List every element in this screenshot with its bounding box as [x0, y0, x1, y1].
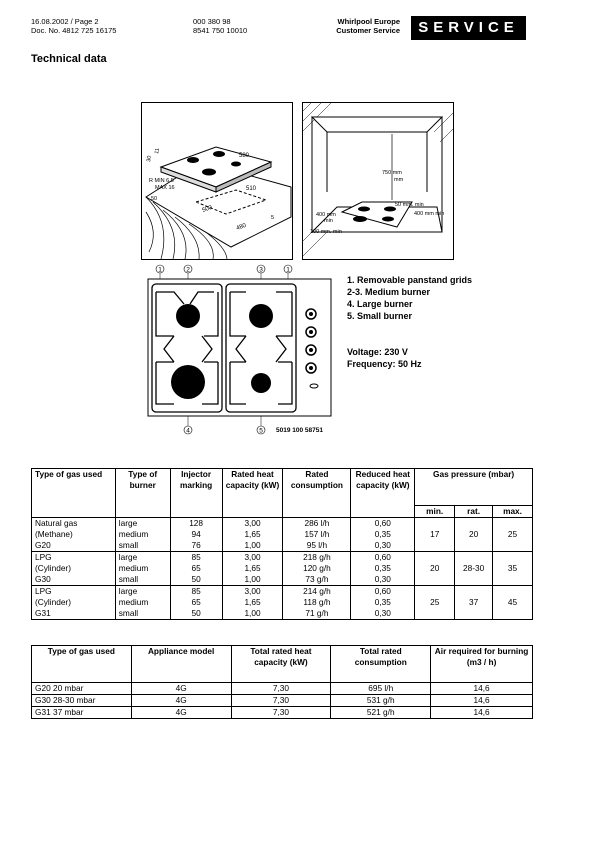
heat-cell-line: 3,00 [244, 518, 261, 528]
svg-text:30: 30 [146, 155, 154, 163]
reduced-cell-line: 0,30 [374, 608, 391, 618]
reduced-cell-line: 0,35 [374, 563, 391, 573]
page-title: Technical data [31, 53, 107, 65]
consumption-cell-line: 286 l/h [304, 518, 330, 528]
model-cell: 4G [131, 695, 231, 707]
pressure-max-cell: 35 [493, 552, 533, 586]
reduced-cell-line: 0,35 [374, 529, 391, 539]
gas-type-cell-line: G30 [35, 574, 51, 584]
heat-cell-line: 1,65 [244, 563, 261, 573]
part-number: 5019 100 58751 [276, 427, 323, 434]
burner-cell-line: large [118, 518, 138, 528]
heat-cell-line: 1,00 [244, 574, 261, 584]
burner-cell-line: medium [118, 529, 149, 539]
appliance-table [31, 645, 533, 719]
code-1: 000 380 98 [193, 17, 231, 26]
table-row [32, 695, 533, 707]
header2-model: Appliance model [131, 646, 231, 683]
clearance-drawing [302, 102, 454, 260]
pressure-rat-cell: 37 [455, 586, 493, 620]
heat-cell-line: 1,65 [244, 529, 261, 539]
gas-type-cell-line: LPG [35, 586, 52, 596]
reduced-cell [351, 552, 415, 586]
reduced-cell-line: 0,35 [374, 597, 391, 607]
frequency: Frequency: 50 Hz [347, 359, 422, 369]
brand-line-1: Whirlpool Europe [337, 17, 400, 26]
consumption-cell-line: 157 l/h [304, 529, 330, 539]
consumption-cell: 531 g/h [331, 695, 431, 707]
svg-text:100 mm. min: 100 mm. min [310, 229, 342, 235]
model-cell: 4G [131, 707, 231, 719]
header-max: max. [493, 506, 533, 518]
model-cell: 4G [131, 683, 231, 695]
gas-type-cell [32, 552, 116, 586]
gas-type-cell [32, 586, 116, 620]
gas-type-cell-line: G20 [35, 540, 51, 550]
legend-item-3: 4. Large burner [347, 299, 413, 309]
consumption-cell-line: 71 g/h [305, 608, 329, 618]
header-min: min. [415, 506, 455, 518]
table-row [32, 586, 533, 620]
heat-cell-line: 1,00 [244, 608, 261, 618]
svg-text:580: 580 [239, 153, 250, 159]
date-page: 16.08.2002 / Page 2 [31, 17, 99, 26]
burner-cell-line: medium [118, 563, 149, 573]
header2-heat: Total rated heat capacity (kW) [231, 646, 331, 683]
svg-text:400 mm min: 400 mm min [414, 211, 445, 217]
air-cell: 14,6 [431, 707, 533, 719]
injector-cell-line: 50 [191, 608, 201, 618]
heat-cell: 7,30 [231, 683, 331, 695]
consumption-cell [283, 586, 351, 620]
burner-cell [115, 518, 170, 552]
pressure-min-cell: 25 [415, 586, 455, 620]
gas-type-cell-line: Natural gas [35, 518, 78, 528]
legend [347, 274, 472, 370]
burner-cell-line: medium [118, 597, 149, 607]
hob-top-view [140, 262, 340, 440]
pressure-min-cell: 20 [415, 552, 455, 586]
header-rated-consumption: Rated consumption [283, 469, 351, 518]
svg-text:R MIN 6.5: R MIN 6.5 [149, 178, 174, 184]
code-2: 8541 750 10010 [193, 26, 248, 35]
pressure-rat-cell: 28-30 [455, 552, 493, 586]
table-row [32, 518, 533, 552]
svg-text:480: 480 [235, 222, 248, 232]
burner-cell-line: large [118, 586, 138, 596]
table-row [32, 683, 533, 695]
header-rated-heat: Rated heat capacity (kW) [222, 469, 283, 518]
injector-cell-line: 65 [191, 563, 201, 573]
consumption-cell: 695 l/h [331, 683, 431, 695]
legend-item-1: 1. Removable panstand grids [347, 275, 473, 285]
burner-cell-line: small [118, 540, 139, 550]
svg-text:510: 510 [246, 186, 257, 192]
doc-number: Doc. No. 4812 725 16175 [31, 26, 117, 35]
injector-cell-line: 94 [191, 529, 201, 539]
callout-3: 3 [259, 266, 263, 274]
header2-air: Air required for burning (m3 / h) [431, 646, 533, 683]
header-burner-type: Type of burner [115, 469, 170, 518]
gas-type-cell-line: (Cylinder) [35, 563, 71, 573]
consumption-cell-line: 218 g/h [303, 552, 331, 562]
heat-cell-line: 3,00 [244, 552, 261, 562]
voltage: Voltage: 230 V [347, 347, 408, 357]
injector-cell-line: 65 [191, 597, 201, 607]
heat-cell-line: 3,00 [244, 586, 261, 596]
header-gas-pressure: Gas pressure (mbar) [415, 469, 533, 506]
header-reduced-heat: Reduced heat capacity (kW) [351, 469, 415, 518]
burner-cell [115, 586, 170, 620]
consumption-cell [283, 518, 351, 552]
consumption-cell-line: 118 g/h [303, 597, 331, 607]
gas-specifications-table [31, 468, 533, 620]
table-row [32, 552, 533, 586]
reduced-cell [351, 518, 415, 552]
air-cell: 14,6 [431, 695, 533, 707]
callout-1b: 1 [286, 266, 290, 274]
air-cell: 14,6 [431, 683, 533, 695]
header-brand [310, 17, 400, 35]
svg-text:min: min [324, 218, 333, 224]
table-row [32, 707, 533, 719]
pressure-max-cell: 25 [493, 518, 533, 552]
burner-cell-line: small [118, 608, 139, 618]
gas-type-cell-line: LPG [35, 552, 52, 562]
heat-cell-line: 1,65 [244, 597, 261, 607]
svg-text:50: 50 [151, 196, 158, 202]
heat-cell [222, 586, 283, 620]
injector-cell-line: 85 [191, 586, 201, 596]
installation-drawing [141, 102, 293, 260]
gas-type-cell-line: G31 [35, 608, 51, 618]
heat-cell-line: 1,00 [244, 540, 261, 550]
svg-text:mm: mm [394, 177, 404, 183]
pressure-min-cell: 17 [415, 518, 455, 552]
header-left [31, 17, 116, 35]
heat-cell: 7,30 [231, 707, 331, 719]
consumption-cell-line: 214 g/h [303, 586, 331, 596]
injector-cell [170, 552, 222, 586]
injector-cell-line: 76 [191, 540, 201, 550]
service-badge: SERVICE [411, 16, 526, 40]
header-injector: Injector marking [170, 469, 222, 518]
injector-cell-line: 85 [191, 552, 201, 562]
injector-cell-line: 50 [191, 574, 201, 584]
legend-item-2: 2-3. Medium burner [347, 287, 431, 297]
svg-text:750 mm: 750 mm [382, 170, 402, 176]
burner-cell-line: small [118, 574, 139, 584]
svg-text:500: 500 [201, 204, 214, 214]
brand-line-2: Customer Service [336, 26, 400, 35]
gas-type-cell: G20 20 mbar [32, 683, 132, 695]
reduced-cell-line: 0,30 [374, 540, 391, 550]
injector-cell [170, 518, 222, 552]
pressure-rat-cell: 20 [455, 518, 493, 552]
heat-cell [222, 518, 283, 552]
svg-text:MAX 16: MAX 16 [155, 185, 175, 191]
reduced-cell-line: 0,60 [374, 586, 391, 596]
consumption-cell [283, 552, 351, 586]
svg-text:11: 11 [154, 147, 161, 155]
reduced-cell [351, 586, 415, 620]
gas-type-cell-line: (Methane) [35, 529, 73, 539]
reduced-cell-line: 0,60 [374, 518, 391, 528]
reduced-cell-line: 0,60 [374, 552, 391, 562]
header-gas-type: Type of gas used [32, 469, 116, 518]
burner-cell [115, 552, 170, 586]
callout-2: 2 [186, 266, 190, 274]
injector-cell [170, 586, 222, 620]
reduced-cell-line: 0,30 [374, 574, 391, 584]
svg-text:50 mm. min: 50 mm. min [395, 202, 424, 208]
gas-type-cell-line: (Cylinder) [35, 597, 71, 607]
header2-gas-type: Type of gas used [32, 646, 132, 683]
consumption-cell-line: 73 g/h [305, 574, 329, 584]
heat-cell: 7,30 [231, 695, 331, 707]
svg-text:400 mm: 400 mm [316, 212, 336, 218]
gas-type-cell: G31 37 mbar [32, 707, 132, 719]
pressure-max-cell: 45 [493, 586, 533, 620]
callout-1a: 1 [158, 266, 162, 274]
consumption-cell-line: 95 l/h [306, 540, 328, 550]
gas-type-cell: G30 28-30 mbar [32, 695, 132, 707]
header-codes [193, 17, 247, 35]
header-rat: rat. [455, 506, 493, 518]
burner-cell-line: large [118, 552, 138, 562]
legend-item-4: 5. Small burner [347, 311, 413, 321]
consumption-cell-line: 120 g/h [303, 563, 331, 573]
gas-type-cell [32, 518, 116, 552]
callout-5: 5 [259, 427, 263, 435]
callout-4: 4 [186, 427, 190, 435]
svg-text:5: 5 [271, 215, 275, 221]
heat-cell [222, 552, 283, 586]
injector-cell-line: 128 [189, 518, 204, 528]
header2-consumption: Total rated consumption [331, 646, 431, 683]
consumption-cell: 521 g/h [331, 707, 431, 719]
